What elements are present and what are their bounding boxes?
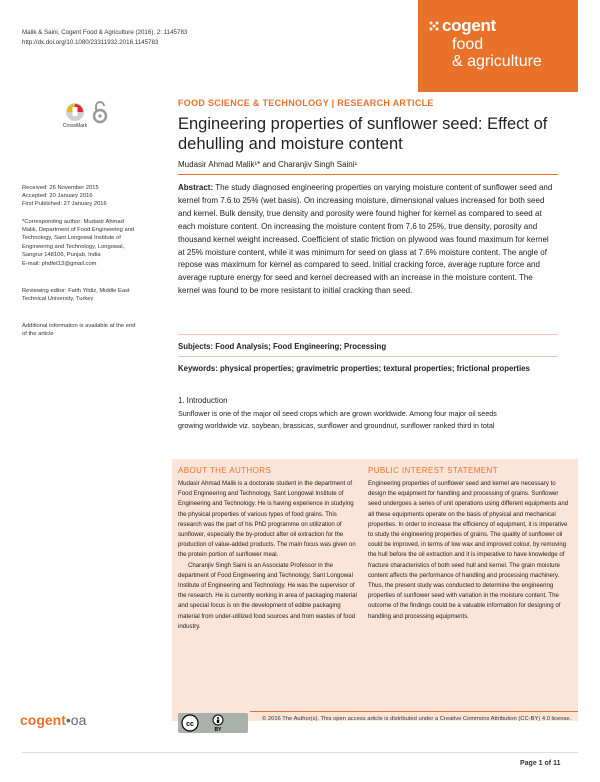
corresponding-author [22, 218, 140, 268]
accepted-date: Accepted: 20 January 2016 [22, 193, 93, 200]
additional-text: Additional information is available at the end of the article [22, 323, 136, 338]
citation-line: Malik & Saini, Cogent Food & Agriculture (2016), 2: 1145783 [22, 29, 188, 36]
public-interest-paragraph: Engineering properties of sunflower seed and kernel are necessary to design the equipment for handling and processing of grains. Sunflower seed undergoes a series of unit operations using different equipments and all these equipments operate on the basis of physical and mechanical properties. In order to increase the efficiency of equipment, it is imperative to study the engineering properties of grains. The quality of sunflower oil could be improved, in terms of low wax and improved colour, by removing the hull before the oil extraction and it is imperative to have knowledge of fracture characteristics of both seed hull and kernel. The grain moisture content affects the performance of handling and processing machinery. Thus, the present study was conducted to determine the engineering properties of sunflower seed with variation in the moisture content. The outcome of the findings could be a valuable information for designing of handling and processing equipments. [368, 480, 569, 620]
about-authors-text [178, 479, 358, 632]
intro-line-1: Sunflower is one of the major oil seed crops which are grown worldwide. Among four major oil seeds [178, 409, 497, 418]
subjects: Subjects: Food Analysis; Food Engineering; Processing [178, 342, 387, 351]
public-interest-box [362, 459, 578, 721]
email[interactable]: E-mail: phdfet13@gmail.com [22, 261, 97, 268]
title-rule [178, 174, 558, 175]
section-tag: FOOD SCIENCE & TECHNOLOGY | RESEARCH ARTICLE [178, 98, 434, 108]
reviewer-text: Reviewing editor: Fatih Yildiz, Middle East Technical University, Turkey [22, 288, 130, 303]
public-interest-text [368, 479, 570, 622]
journal-brand [418, 0, 578, 92]
subjects-rule [178, 356, 558, 357]
keywords: Keywords: physical properties; gravimetric properties; textural properties; frictional properties [178, 364, 530, 373]
article-title: Engineering properties of sunflower seed: Effect of dehulling and moisture content [178, 115, 548, 153]
oa-word: •oa [65, 712, 87, 728]
cc-label: cc [186, 721, 194, 728]
abstract-text: The study diagnosed engineering properties on varying moisture content of sunflower seed and kernel from 7.6 to 25% (wet basis). On increasing moisture, dimensional values increased for both seed and kernel. Bulk density, true density and porosity were found higher for kernel as compared to seed at each moisture content. On increasing the moisture content from 7.6 to 25%, true density, porosity and thousand kernel weight increased. Coefficient of static friction on plywood was found maximum for kernel at 25% moisture content, while it was minimum for seed on glass at 7.6% moisture content. The angle of repose was maximum for kernel as compared to seed. Initial cracking force, average rupture force and average rupture energy for seed and kernel decreased with an increase in the moisture content. The kernel was found to be more resistant to initial cracking than seed. [178, 183, 553, 296]
about-authors-box [172, 459, 365, 721]
abstract-rule [178, 334, 558, 335]
abstract-label: Abstract: [178, 183, 214, 192]
license-text: © 2016 The Author(s). This open access article is distributed under a Creative Commons Attribution (CC-BY) 4.0 license. [262, 716, 572, 722]
abstract [178, 182, 554, 298]
brand-food [452, 36, 542, 70]
intro-heading: 1. Introduction [178, 396, 228, 405]
by-label: BY [214, 727, 222, 733]
authors [178, 160, 357, 169]
reviewer [22, 287, 140, 303]
citation [22, 28, 187, 48]
article-dates [22, 184, 140, 209]
cogent-oa-logo [20, 712, 86, 728]
about-authors-p1: Mudasir Ahmad Malik is a doctorate student in the department of Food Engineering and Technology, Sant Longowal Institute of Engineering and Technology. He is having experience in studying the physical properties of various types of food grains. This research was the part of his PhD programme on utilization of sunflower, especially the by-product after oil extraction for the production of value-added products. The main focus was given on the protein portion of sunflower meal. [178, 480, 356, 559]
open-access-icon [92, 100, 108, 124]
cogent-dots-icon [428, 20, 440, 32]
page-number: Page 1 of 11 [520, 760, 561, 767]
cc-by-license-icon[interactable] [178, 713, 248, 733]
intro-text [178, 408, 558, 431]
public-interest-heading: PUBLIC INTEREST STATEMENT [368, 466, 499, 475]
corresponding-text: *Corresponding author: Mudasir Ahmad Malik, Department of Food Engineering and Technology, Sant Longowal Institute of Engineering and Technology, Longowal, Sangrur 148106, Punjab, India [22, 219, 135, 258]
brand-food-word: food [452, 36, 484, 53]
brand-agriculture-word: & agriculture [452, 53, 542, 70]
doi-link[interactable]: http://dx.doi.org/10.1080/23311932.2016.1145783 [22, 39, 159, 46]
cogent-oa-word: cogent [20, 712, 66, 728]
received-date: Received: 26 November 2015 [22, 185, 99, 191]
about-authors-p2: Charanjiv Singh Saini is an Associate Professor in the department of Food Engineering and Technology, Sant Longowal Institute of Engineering and Technology. He was the supervisor of the research. He is currently working in area of packaging material and special focus is on the development of edible packaging material from under-utilized food sources and from wastes of food industry. [178, 561, 357, 630]
brand-cogent: cogent [442, 16, 496, 35]
crossmark-icon[interactable] [60, 101, 90, 129]
intro-line-2: growing worldwide viz. soybean, brassicas, sunflower and groundnut, sunflower ranked third in total [178, 420, 495, 430]
published-date: First Published: 27 January 2016 [22, 201, 107, 208]
crossmark-label: CrossMark [62, 123, 88, 129]
footer-rule [250, 711, 578, 712]
page-footer-rule [22, 752, 578, 753]
author-list: Mudasir Ahmad Malik¹* and Charanjiv Singh Saini¹ [178, 160, 358, 169]
additional-info [22, 322, 140, 338]
about-authors-heading: ABOUT THE AUTHORS [178, 466, 272, 475]
